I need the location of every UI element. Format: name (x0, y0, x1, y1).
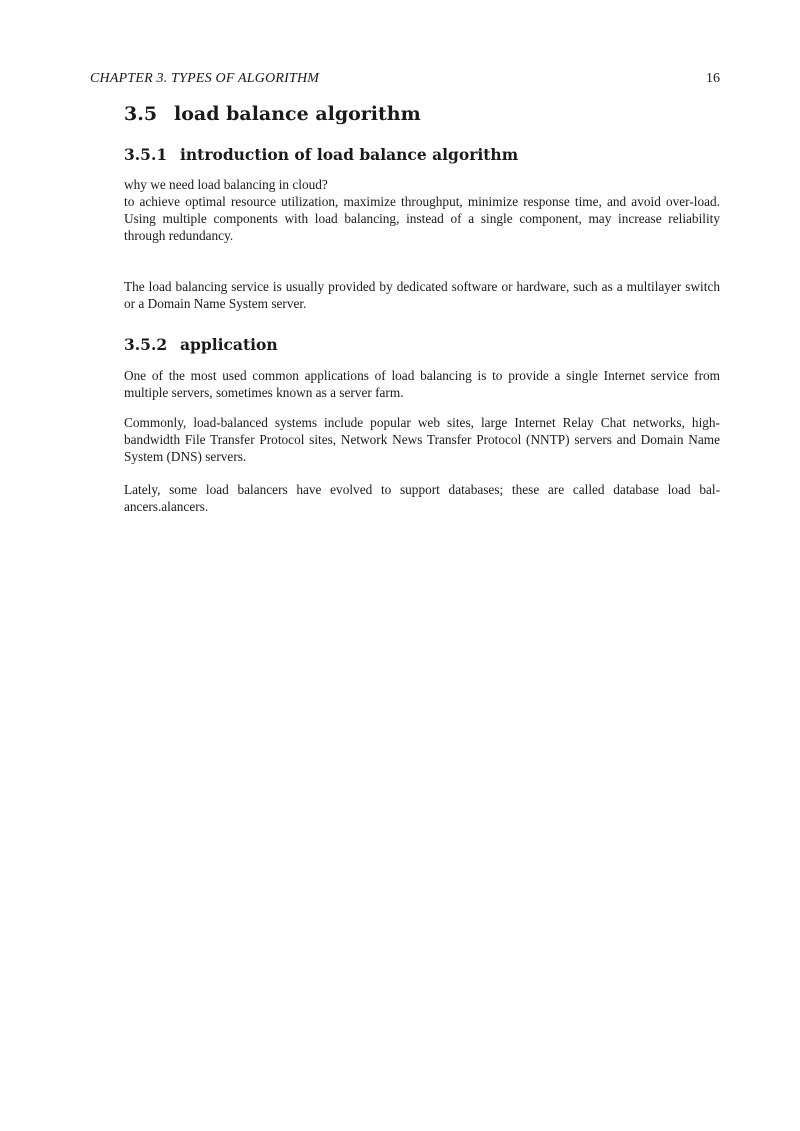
subsection-title: introduction of load balance algorithm (180, 145, 519, 164)
subsection-number: 3.5.2 (124, 335, 168, 354)
page-number: 16 (706, 71, 720, 86)
running-title: CHAPTER 3. TYPES OF ALGORITHM (90, 71, 320, 86)
intro-question: why we need load balancing in cloud? (124, 177, 328, 192)
subsection-heading-application (124, 335, 278, 354)
running-header (90, 71, 720, 91)
section-title: load balance algorithm (174, 103, 421, 125)
section-number: 3.5 (124, 103, 158, 125)
application-paragraph-3: Lately, some load balancers have evolved to support databases; these are called database load bal-ancers.alancers. (124, 482, 720, 514)
application-paragraph-2: Commonly, load-balanced systems include popular web sites, large Internet Relay Chat networks, high-bandwidth File Transfer Protocol sites, Network News Transfer Protocol (NNTP) servers and Domain Name System (DNS) servers. (124, 415, 720, 464)
subsection-title: application (180, 335, 278, 354)
intro-answer: to achieve optimal resource utilization, maximize throughput, minimize response time, and avoid over-load. Using multiple components with load balancing, instead of a single component, may increase reliability through redundancy. (124, 194, 720, 243)
subsection-number: 3.5.1 (124, 145, 168, 164)
section-heading (124, 103, 421, 125)
intro-paragraph-1 (124, 176, 720, 244)
subsection-heading-intro (124, 145, 518, 164)
intro-paragraph-2: The load balancing service is usually provided by dedicated software or hardware, such as a multilayer switch or a Domain Name System server. (124, 279, 720, 311)
application-paragraph-1: One of the most used common applications of load balancing is to provide a single Internet service from multiple servers, sometimes known as a server farm. (124, 368, 720, 400)
